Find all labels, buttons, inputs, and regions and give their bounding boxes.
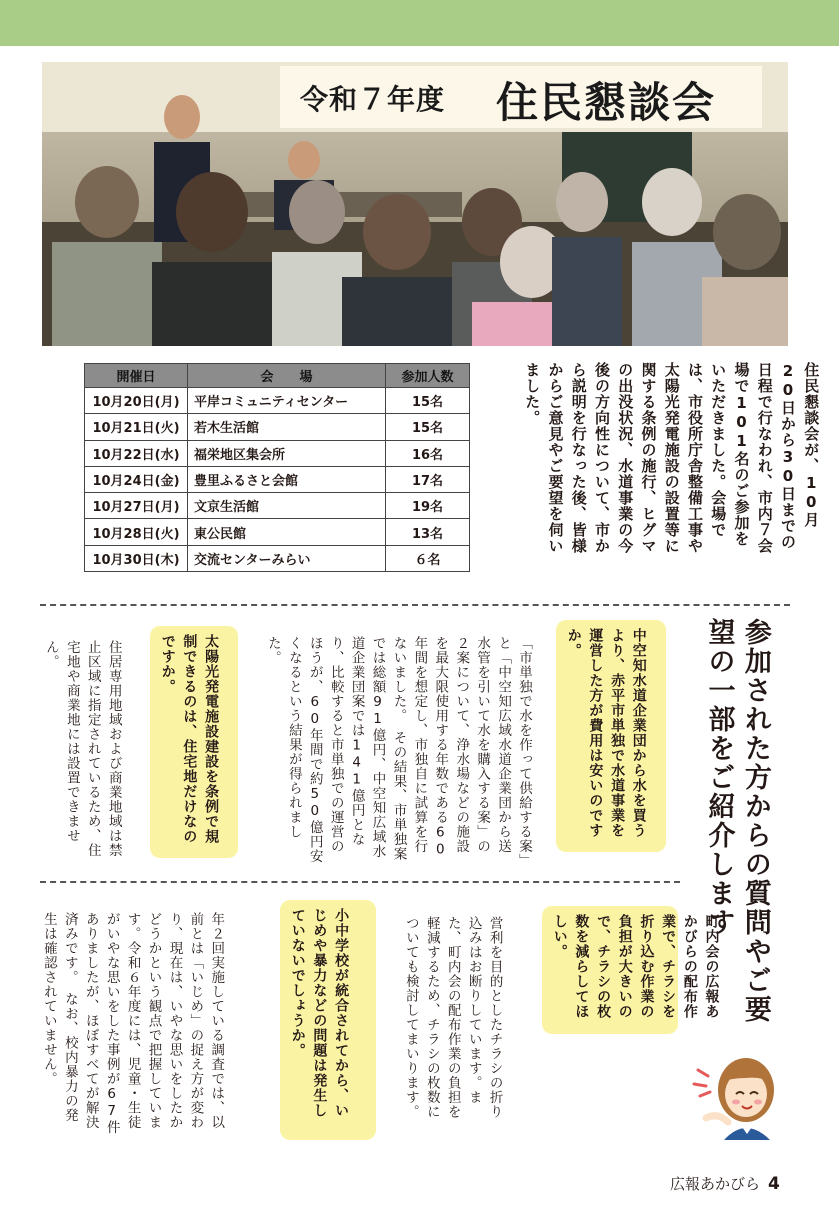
table-row: [85, 388, 470, 414]
table-row: [85, 466, 470, 492]
question-4: 小中学校が統合されてから、いじめや暴力などの問題は発生していないでしょうか。: [289, 908, 350, 1118]
row-count: 17名: [386, 466, 470, 492]
row-date: 10月30日(木): [85, 545, 188, 571]
question-1: 中空知水道企業団から水を買うより、赤平市単独で水道事業を運営した方が費用は安いのですか。: [565, 628, 647, 838]
answer-4: 年２回実施している調査では、以前とは「いじめ」の捉え方が変わり、現在は、いやな思いをしたかどうかという観点で把握しています。令和６年度には、児童・生徒がいやな思いをした事例が67件ありましたが、ほぼすべてが解決済みです。 なお、校内暴力の発生は確認されていません。: [40, 912, 225, 1135]
row-count: 19名: [386, 493, 470, 519]
table-row: [85, 519, 470, 545]
row-count: 13名: [386, 519, 470, 545]
divider-top: [40, 604, 790, 606]
question-3: 町内会の広報あかびらの配布作業で、チラシを折り込む作業の負担が大きいので、チラシの枚数を減らしてほしい。: [551, 914, 720, 1019]
table-row: [85, 545, 470, 571]
page-title: 住民懇談会: [496, 78, 717, 127]
question-box-4: [280, 900, 376, 1140]
row-venue: 豊里ふるさと会館: [188, 466, 386, 492]
row-venue: 若木生活館: [188, 414, 386, 440]
row-venue: 文京生活館: [188, 493, 386, 519]
question-box-1: [556, 620, 666, 852]
col-header-date: 開催日: [85, 364, 188, 388]
col-header-venue: 会 場: [188, 364, 386, 388]
table-row: [85, 440, 470, 466]
row-count: 15名: [386, 414, 470, 440]
table-row: [85, 493, 470, 519]
question-2: 太陽光発電施設建設を条例で規制できるのは、住宅地だけなのですか。: [159, 634, 220, 844]
row-date: 10月27日(月): [85, 493, 188, 519]
section-heading: 参加された方からの質問やご要望の一部をご紹介します: [703, 618, 771, 1024]
question-box-3: [542, 906, 720, 1034]
row-date: 10月20日(月): [85, 388, 188, 414]
answer-1: 「市単独で水を作って供給する案」と「中空知広域水道企業団から送水管を引いて水を購入する案」の２案について、浄水場などの施設を最大限使用する年数である60年間を想定し、市独自に試算を行ないました。 その結果、市単独案では総額91億円、中空知広域水道企業団案では141億円となり、比較すると市単独での運営のほうが、60年間で約50億円安くなるという結果が得られました。: [264, 636, 532, 864]
row-venue: 福栄地区集会所: [188, 440, 386, 466]
row-date: 10月21日(火): [85, 414, 188, 440]
row-date: 10月24日(金): [85, 466, 188, 492]
row-venue: 東公民館: [188, 519, 386, 545]
row-date: 10月28日(火): [85, 519, 188, 545]
publication-name: 広報あかびら: [670, 1175, 761, 1193]
title-year: 令和７年度: [300, 83, 446, 116]
page-number: 4: [768, 1174, 780, 1194]
answer-3: 営利を目的としたチラシの折り込みはお断りしています。また、町内会の配布作業の負担を軽減するため、チラシの枚数についても検討してまいります。: [402, 916, 503, 1119]
row-venue: 交流センターみらい: [188, 545, 386, 571]
row-count: 16名: [386, 440, 470, 466]
woman-illustration-icon: [684, 1040, 784, 1144]
top-color-band: [0, 0, 839, 46]
divider-middle: [40, 881, 680, 883]
row-date: 10月22日(水): [85, 440, 188, 466]
answer-2: 住居専用地域および商業地域は禁止区域に指定されているため、住宅地や商業地には設置できません。: [42, 640, 122, 858]
question-box-2: [150, 626, 238, 858]
schedule-table: [84, 363, 470, 572]
table-row: [85, 414, 470, 440]
page-footer: [670, 1173, 780, 1194]
row-count: 15名: [386, 388, 470, 414]
row-venue: 平岸コミュニティセンター: [188, 388, 386, 414]
row-count: ６名: [386, 545, 470, 571]
intro-text: 住民懇談会が、10月20日から30日までの日程で行なわれ、市内７会場で101名のご参加をいただきました。会場では、市役所庁舎整備工事や太陽光発電施設の設置等に関する条例の施行、ヒグマの出没状況、水道事業の今後の方向性について、市から説明を行なった後、皆様からご意見やご要望を伺いました。: [523, 362, 821, 554]
col-header-count: 参加人数: [386, 364, 470, 388]
